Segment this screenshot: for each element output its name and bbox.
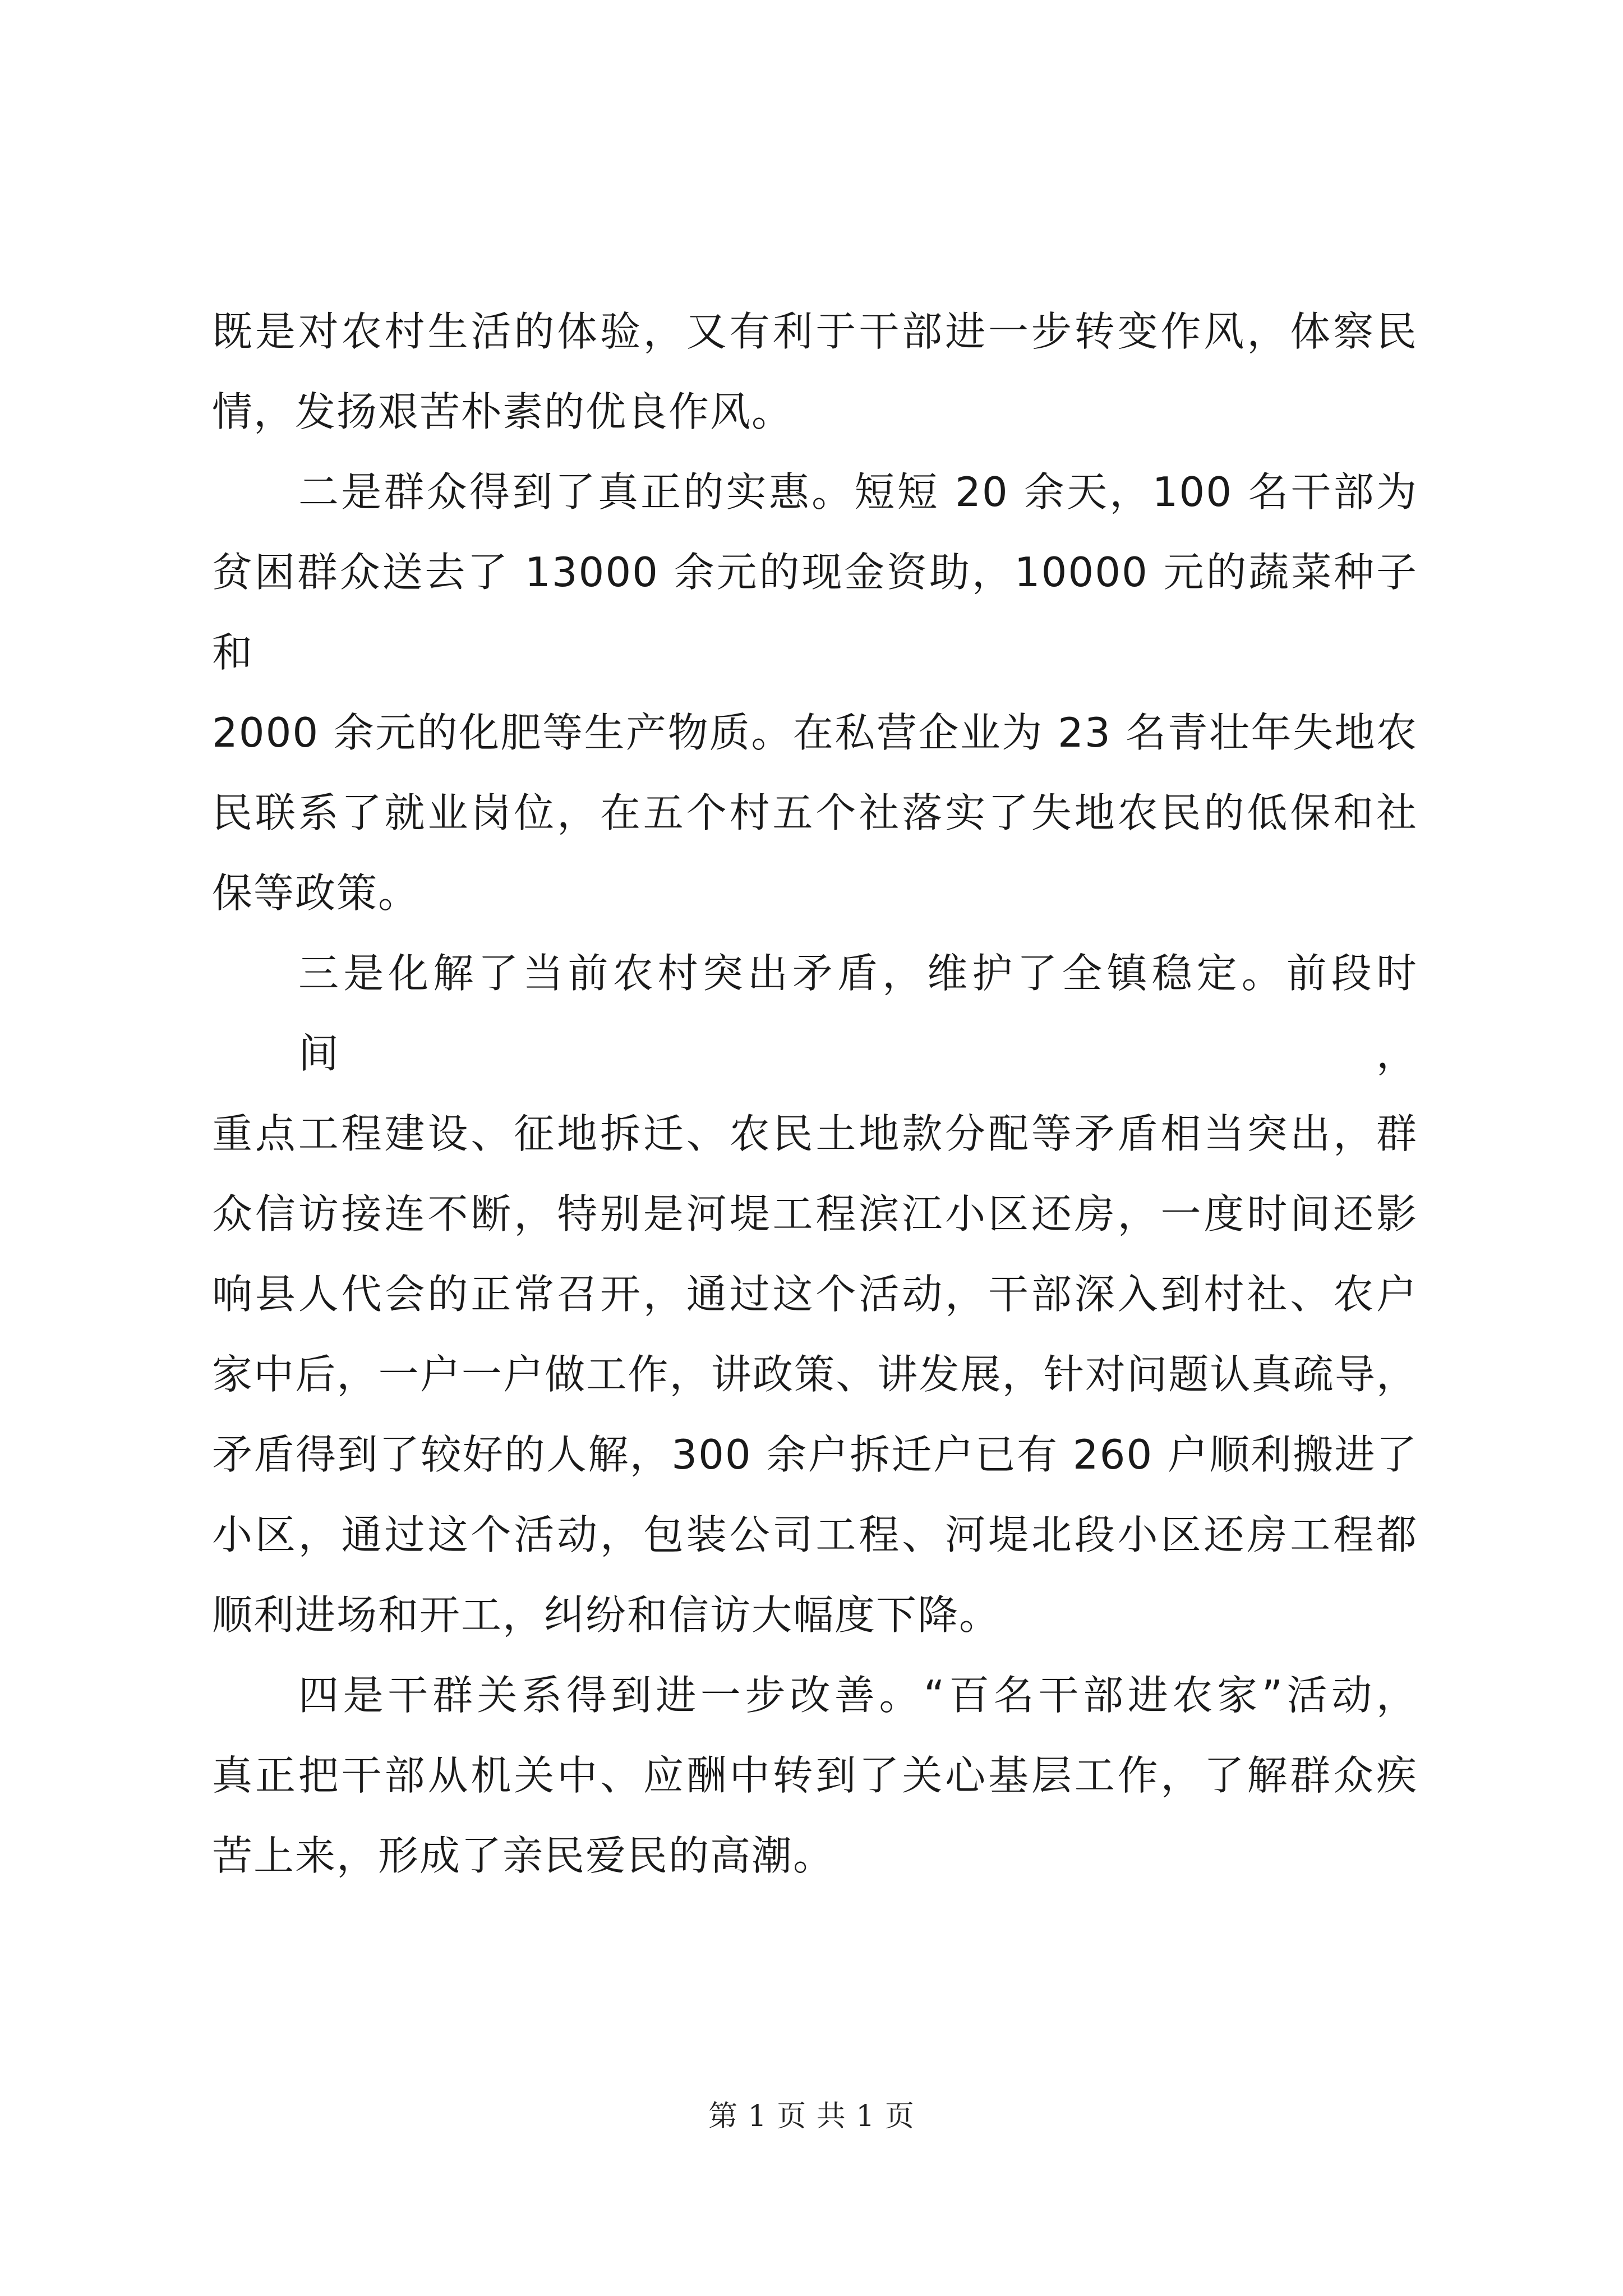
text-line: 响县人代会的正常召开，通过这个活动，干部深入到村社、农户 (212, 1271, 1418, 1318)
paragraph-continuation (212, 292, 1418, 452)
paragraph-relations (212, 1655, 1418, 1896)
text-line: 苦上来，形成了亲民爱民的高潮。 (212, 1832, 835, 1879)
text-line: 顺利进场和开工，纠纷和信访大幅度下降。 (212, 1591, 1001, 1639)
text-line: 众信访接连不断，特别是河堤工程滨江小区还房，一度时间还影 (212, 1190, 1418, 1237)
text-line: 家中后，一户一户做工作，讲政策、讲发展，针对问题认真疏导， (212, 1351, 1418, 1398)
text-line: 保等政策。 (212, 869, 420, 917)
text-line: 小区，通过这个活动，包装公司工程、河堤北段小区还房工程都 (212, 1511, 1418, 1558)
paragraph-benefits (212, 452, 1418, 933)
text-line: 2000 余元的化肥等生产物质。在私营企业为 23 名青壮年失地农 (212, 709, 1418, 756)
text-line: 重点工程建设、征地拆迁、农民土地款分配等矛盾相当突出，群 (212, 1110, 1418, 1157)
document-body (212, 292, 1418, 1896)
text-line: 三是化解了当前农村突出矛盾，维护了全镇稳定。前段时间， (298, 950, 1418, 1077)
text-line: 情，发扬艰苦朴素的优良作风。 (212, 388, 794, 435)
text-line: 既是对农村生活的体验，又有利于干部进一步转变作风，体察民 (212, 308, 1418, 355)
text-line: 贫困群众送去了 13000 余元的现金资助，10000 元的蔬菜种子和 (212, 549, 1418, 676)
paragraph-conflicts (212, 933, 1418, 1655)
text-line: 民联系了就业岗位，在五个村五个社落实了失地农民的低保和社 (212, 789, 1418, 836)
text-line: 四是干群关系得到进一步改善。“百名干部进农家”活动， (298, 1672, 1418, 1719)
page-number-footer: 第 1 页 共 1 页 (708, 2100, 915, 2133)
text-line: 矛盾得到了较好的人解，300 余户拆迁户已有 260 户顺利搬进了 (212, 1431, 1418, 1478)
text-line: 二是群众得到了真正的实惠。短短 20 余天，100 名干部为 (298, 468, 1418, 516)
text-line: 真正把干部从机关中、应酬中转到了关心基层工作，了解群众疾 (212, 1752, 1418, 1799)
